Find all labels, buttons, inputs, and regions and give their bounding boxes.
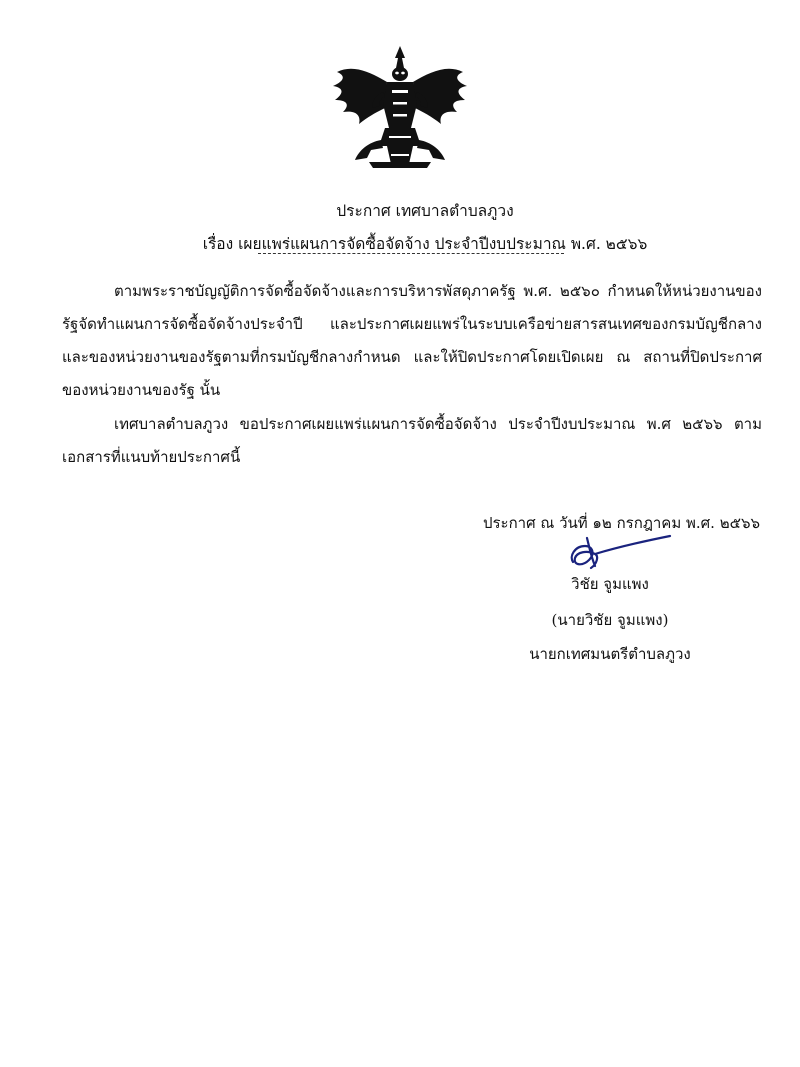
signer-full-name: (นายวิชัย จูมแพง) <box>551 611 669 629</box>
signer-name: วิชัย จูมแพง <box>571 575 649 593</box>
issuer-heading: ประกาศ เทศบาลตำบลภูวง <box>336 202 514 220</box>
body-paragraph-1: ตามพระราชบัญญัติการจัดซื้อจัดจ้างและการบริหารพัสดุภาครัฐ พ.ศ. ๒๕๖๐ กำหนดให้หน่วยงานของรัฐจัดทำแผนการจัดซื้อจัดจ้างประจำปี และประกาศเผยแพร่ในระบบเครือข่ายสารสนเทศของกรมบัญชีกลางและของหน่วยงานของรัฐตามที่กรมบัญชีกลางกำหนด และให้ปิดประกาศโดยเปิดเผย ณ สถานที่ปิดประกาศของหน่วยงานของรัฐ นั้น <box>62 282 762 399</box>
body-paragraph-2: เทศบาลตำบลภูวง ขอประกาศเผยแพร่แผนการจัดซื้อจัดจ้าง ประจำปีงบประมาณ พ.ศ ๒๕๖๖ ตามเอกสารที่แนบท้ายประกาศนี้ <box>62 415 762 466</box>
garuda-emblem-icon <box>325 42 475 172</box>
handwritten-signature-icon <box>565 532 675 574</box>
heading-divider <box>258 253 564 254</box>
announcement-date: ประกาศ ณ วันที่ ๑๒ กรกฎาคม พ.ศ. ๒๕๖๖ <box>482 514 760 532</box>
subject-heading: เรื่อง เผยแพร่แผนการจัดซื้อจัดจ้าง ประจำปีงบประมาณ พ.ศ. ๒๕๖๖ <box>202 235 648 253</box>
signer-position: นายกเทศมนตรีตำบลภูวง <box>529 645 691 663</box>
